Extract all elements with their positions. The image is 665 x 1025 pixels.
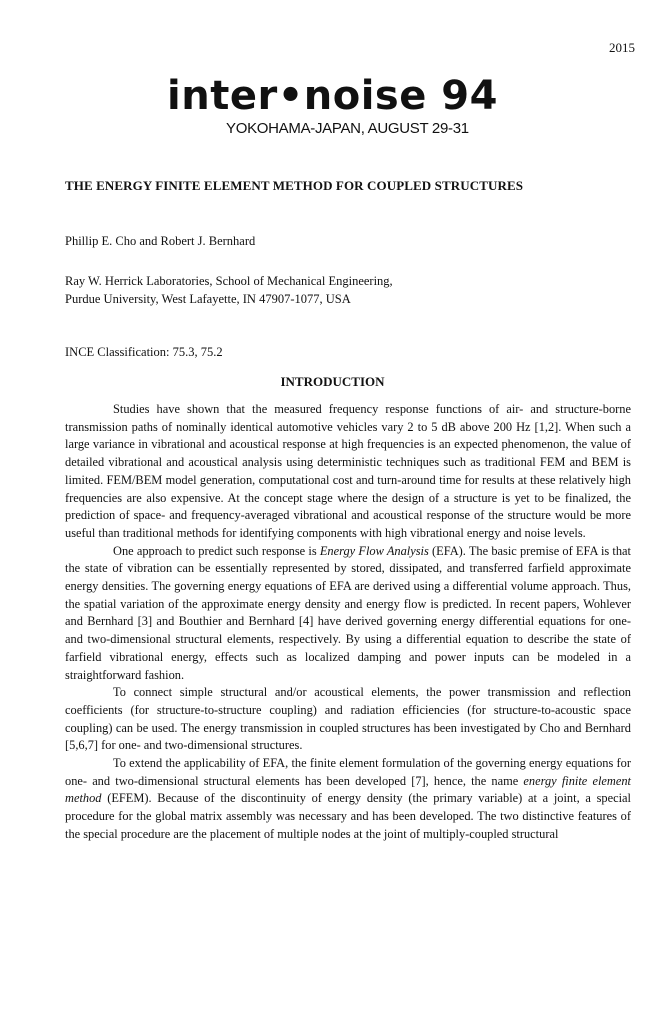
paragraph-4-emphasis: energy finite element method <box>65 773 631 806</box>
section-heading: INTRODUCTION <box>280 374 385 389</box>
paragraph-2 <box>65 543 631 685</box>
paper-title: THE ENERGY FINITE ELEMENT METHOD FOR COUPLED STRUCTURES <box>65 178 524 193</box>
authors: Phillip E. Cho and Robert J. Bernhard <box>65 234 256 248</box>
affiliation <box>65 272 393 308</box>
page-number: 2015 <box>609 40 635 55</box>
affiliation-line-2: Purdue University, West Lafayette, IN 47907-1077, USA <box>65 292 351 306</box>
paragraph-2-text-b: (EFA). The basic premise of EFA is that the state of vibration can be essentially represented by stored, dissipated, and transferred farfield approximate energy densities. The governing energy equations of EFA are derived using a differential volume approach. Thus, the spatial variation of the approximate energy density and energy flow is predicted. In recent papers, Wohlever and Bernhard [3] and Bouthier and Bernhard [4] have derived governing energy differential equations for one- and two-dimensional structural elements, respectively. By using a differential equation to describe the state of farfield vibrational energy, effects such as localized damping and power inputs can be modeled in a straightforward fashion. <box>65 543 631 682</box>
paragraph-4 <box>65 755 631 844</box>
paragraph-3: To connect simple structural and/or acoustical elements, the power transmission and reflection coefficients (for structure-to-structure coupling) and radiation efficiencies (for structure-to-acoustic space coupling) can be used. The energy transmission in coupled structures has been investigated by Cho and Bernhard [5,6,7] for one- and two-dimensional structures. <box>65 685 631 753</box>
paragraph-2-emphasis: Energy Flow Analysis <box>319 543 429 558</box>
paragraph-4-text-b: (EFEM). Because of the discontinuity of energy density (the primary variable) at a joint, a special procedure for the global matrix assembly was necessary and has been developed. The two distinctive features of the special procedure are the placement of multiple nodes at the joint of multiply-coupled structural <box>65 791 631 841</box>
body-text <box>65 401 631 844</box>
paragraph-4-text-a: To extend the applicability of EFA, the finite element formulation of the governing energy equations for one- and two-dimensional structural elements has been developed [7], hence, the name <box>65 756 631 788</box>
paragraph-2-text-a: One approach to predict such response is <box>113 543 320 558</box>
ince-classification: INCE Classification: 75.3, 75.2 <box>65 345 223 359</box>
affiliation-line-1: Ray W. Herrick Laboratories, School of Mechanical Engineering, <box>65 274 393 288</box>
paragraph-1: Studies have shown that the measured frequency response functions of air- and structure-borne transmission paths of nominally identical automotive vehicles vary 2 to 5 dB above 200 Hz [1,2]. When such a large variance in vibrational and acoustical response at high frequencies is an expected phenomenon, the value of detailed vibrational and acoustical analysis using deterministic techniques such as traditional FEM and BEM is limited. FEM/BEM model generation, computational cost and turn-around time for results at these relatively high frequencies are also expensive. At the concept stage where the design of a structure is yet to be finalized, the prediction of space- and frequency-averaged vibrational and acoustical response of the structure would be more useful than traditional methods for identifying components with high vibrational energy and noise levels. <box>65 402 631 540</box>
conference-location-date: YOKOHAMA-JAPAN, AUGUST 29-31 <box>226 120 469 137</box>
conference-logo: inter•noise 94 <box>167 73 498 119</box>
